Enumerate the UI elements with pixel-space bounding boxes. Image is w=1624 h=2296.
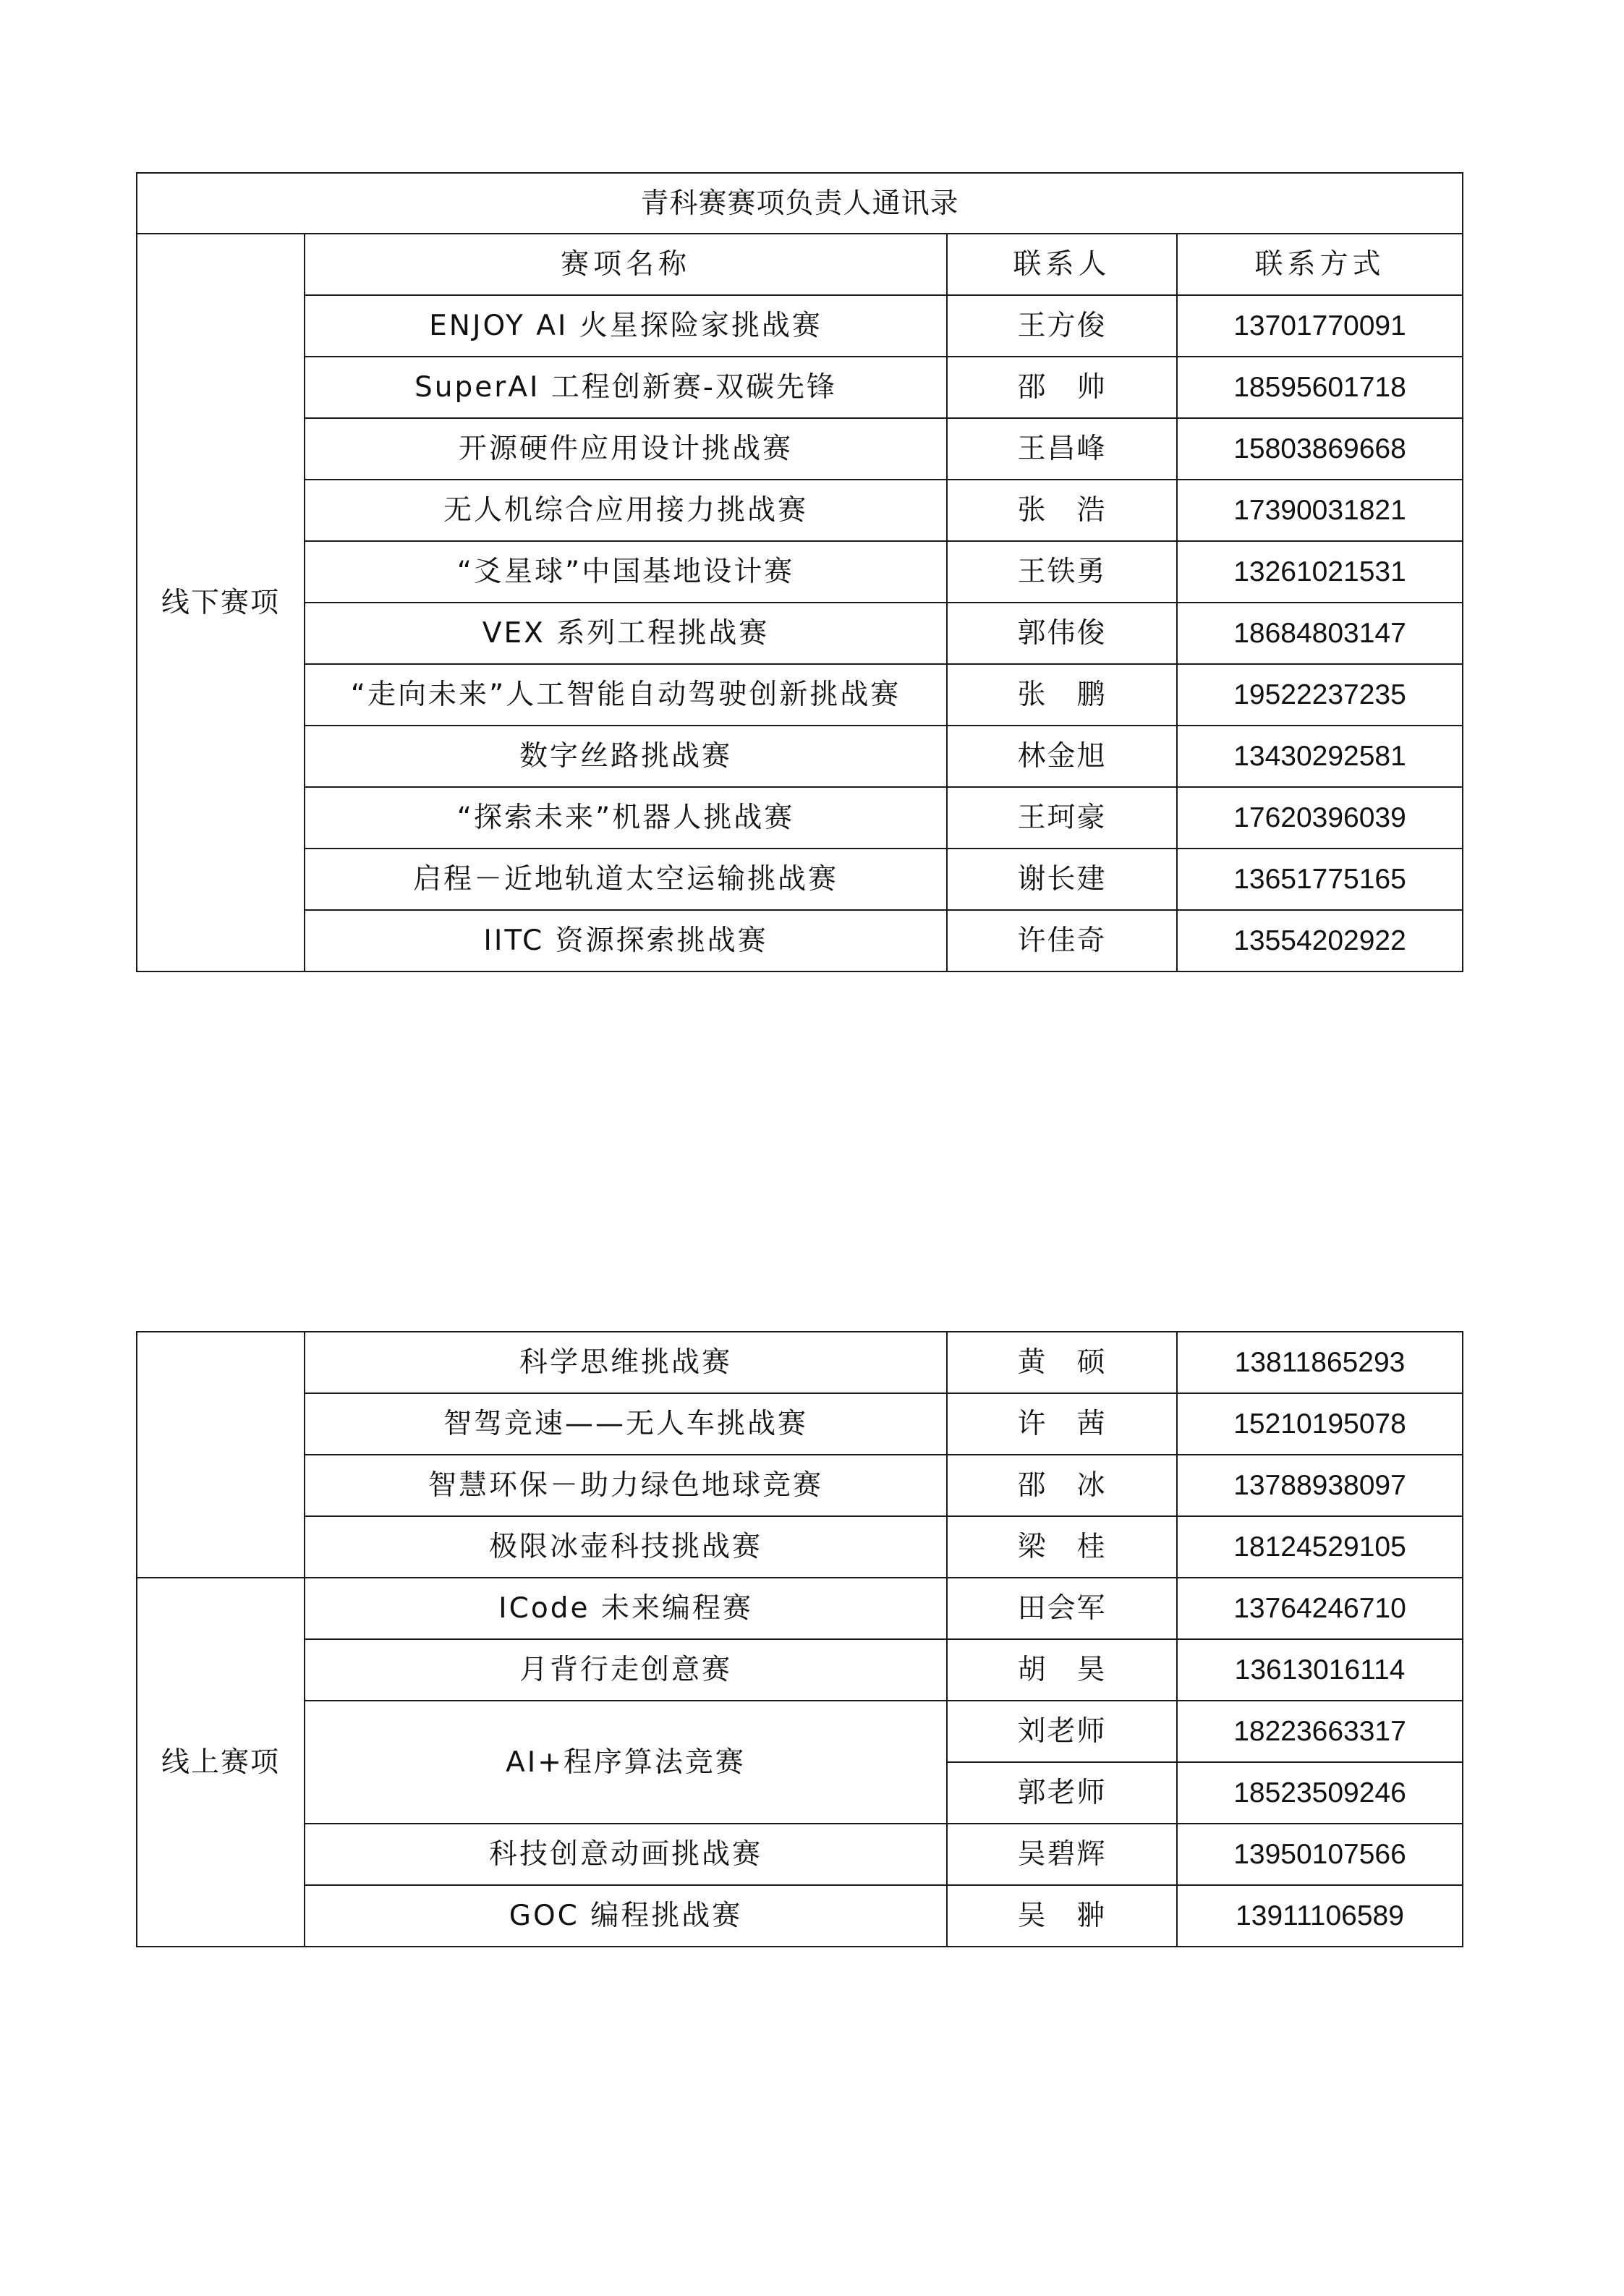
- event-name: 数字丝路挑战赛: [305, 726, 947, 787]
- event-name: ENJOY AI 火星探险家挑战赛: [305, 295, 947, 357]
- contact-person: 谢长建: [947, 849, 1177, 910]
- table-row: [137, 1885, 1463, 1947]
- table-row: [137, 664, 1463, 726]
- contact-phone: 18684803147: [1177, 603, 1463, 664]
- event-name: “走向未来”人工智能自动驾驶创新挑战赛: [305, 664, 947, 726]
- header-person: 联系人: [947, 234, 1177, 295]
- contact-phone: 18124529105: [1177, 1516, 1463, 1578]
- table-row: [137, 1393, 1463, 1455]
- contact-person: 郭伟俊: [947, 603, 1177, 664]
- contact-person: 黄 硕: [947, 1332, 1177, 1393]
- contact-person: 王珂豪: [947, 787, 1177, 849]
- contact-person: 郭老师: [947, 1762, 1177, 1824]
- event-name: VEX 系列工程挑战赛: [305, 603, 947, 664]
- contact-person: 张 鹏: [947, 664, 1177, 726]
- contact-person: 林金旭: [947, 726, 1177, 787]
- event-name: “爻星球”中国基地设计赛: [305, 541, 947, 603]
- contact-phone: 13911106589: [1177, 1885, 1463, 1947]
- event-name: “探索未来”机器人挑战赛: [305, 787, 947, 849]
- contact-phone: 17390031821: [1177, 480, 1463, 541]
- table-row: [137, 1455, 1463, 1516]
- contact-phone: 13950107566: [1177, 1824, 1463, 1885]
- event-name: 智慧环保－助力绿色地球竞赛: [305, 1455, 947, 1516]
- contact-phone: 13764246710: [1177, 1578, 1463, 1639]
- contact-person: 吴碧辉: [947, 1824, 1177, 1885]
- table-row: [137, 849, 1463, 910]
- table-row: [137, 541, 1463, 603]
- contact-person: 梁 桂: [947, 1516, 1177, 1578]
- table-row: [137, 1701, 1463, 1762]
- table-row: [137, 357, 1463, 418]
- event-name: 科学思维挑战赛: [305, 1332, 947, 1393]
- event-name: IITC 资源探索挑战赛: [305, 910, 947, 971]
- header-phone: 联系方式: [1177, 234, 1463, 295]
- contact-phone: 13811865293: [1177, 1332, 1463, 1393]
- contact-person: 吴 翀: [947, 1885, 1177, 1947]
- contact-phone: 18595601718: [1177, 357, 1463, 418]
- contact-phone: 15803869668: [1177, 418, 1463, 480]
- contact-person: 许佳奇: [947, 910, 1177, 971]
- contact-person: 王方俊: [947, 295, 1177, 357]
- event-name: 极限冰壶科技挑战赛: [305, 1516, 947, 1578]
- contact-phone: 13613016114: [1177, 1639, 1463, 1701]
- table-row: [137, 1516, 1463, 1578]
- event-name: 科技创意动画挑战赛: [305, 1824, 947, 1885]
- contact-person: 王铁勇: [947, 541, 1177, 603]
- contact-person: 刘老师: [947, 1701, 1177, 1762]
- table-title-row: [137, 173, 1463, 234]
- contact-person: 王昌峰: [947, 418, 1177, 480]
- table-row: [137, 910, 1463, 971]
- table-row: [137, 1332, 1463, 1393]
- contact-phone: 19522237235: [1177, 664, 1463, 726]
- contact-person: 胡 昊: [947, 1639, 1177, 1701]
- category-cell-offline-continued: [137, 1332, 305, 1578]
- event-name: GOC 编程挑战赛: [305, 1885, 947, 1947]
- contact-phone: 13554202922: [1177, 910, 1463, 971]
- event-name: 无人机综合应用接力挑战赛: [305, 480, 947, 541]
- event-name: 智驾竞速——无人车挑战赛: [305, 1393, 947, 1455]
- table-row: [137, 480, 1463, 541]
- contact-person: 邵 帅: [947, 357, 1177, 418]
- header-event: 赛项名称: [305, 234, 947, 295]
- category-cell-offline: 线下赛项: [137, 234, 305, 971]
- contact-phone: 17620396039: [1177, 787, 1463, 849]
- contact-phone: 13701770091: [1177, 295, 1463, 357]
- table-row: [137, 1578, 1463, 1639]
- table-row: [137, 726, 1463, 787]
- event-name: SuperAI 工程创新赛-双碳先锋: [305, 357, 947, 418]
- table-row: [137, 418, 1463, 480]
- contact-person: 许 茜: [947, 1393, 1177, 1455]
- contact-phone: 13651775165: [1177, 849, 1463, 910]
- contact-phone: 13430292581: [1177, 726, 1463, 787]
- event-name: 启程－近地轨道太空运输挑战赛: [305, 849, 947, 910]
- contact-person: 张 浩: [947, 480, 1177, 541]
- contact-table-continued: [136, 1331, 1463, 1947]
- header-row: [137, 234, 1463, 295]
- table-row: [137, 295, 1463, 357]
- table-row: [137, 1639, 1463, 1701]
- table-row: [137, 1824, 1463, 1885]
- event-name: ICode 未来编程赛: [305, 1578, 947, 1639]
- contact-person: 邵 冰: [947, 1455, 1177, 1516]
- contact-phone: 18523509246: [1177, 1762, 1463, 1824]
- table-row: [137, 603, 1463, 664]
- table-title: 青科赛赛项负责人通讯录: [137, 173, 1463, 234]
- contact-table-offline: [136, 172, 1463, 972]
- contact-phone: 13261021531: [1177, 541, 1463, 603]
- event-name: 月背行走创意赛: [305, 1639, 947, 1701]
- table-row: [137, 787, 1463, 849]
- contact-person: 田会军: [947, 1578, 1177, 1639]
- contact-phone: 18223663317: [1177, 1701, 1463, 1762]
- event-name: AI+程序算法竞赛: [305, 1701, 947, 1824]
- category-cell-online: 线上赛项: [137, 1578, 305, 1947]
- contact-phone: 15210195078: [1177, 1393, 1463, 1455]
- contact-phone: 13788938097: [1177, 1455, 1463, 1516]
- event-name: 开源硬件应用设计挑战赛: [305, 418, 947, 480]
